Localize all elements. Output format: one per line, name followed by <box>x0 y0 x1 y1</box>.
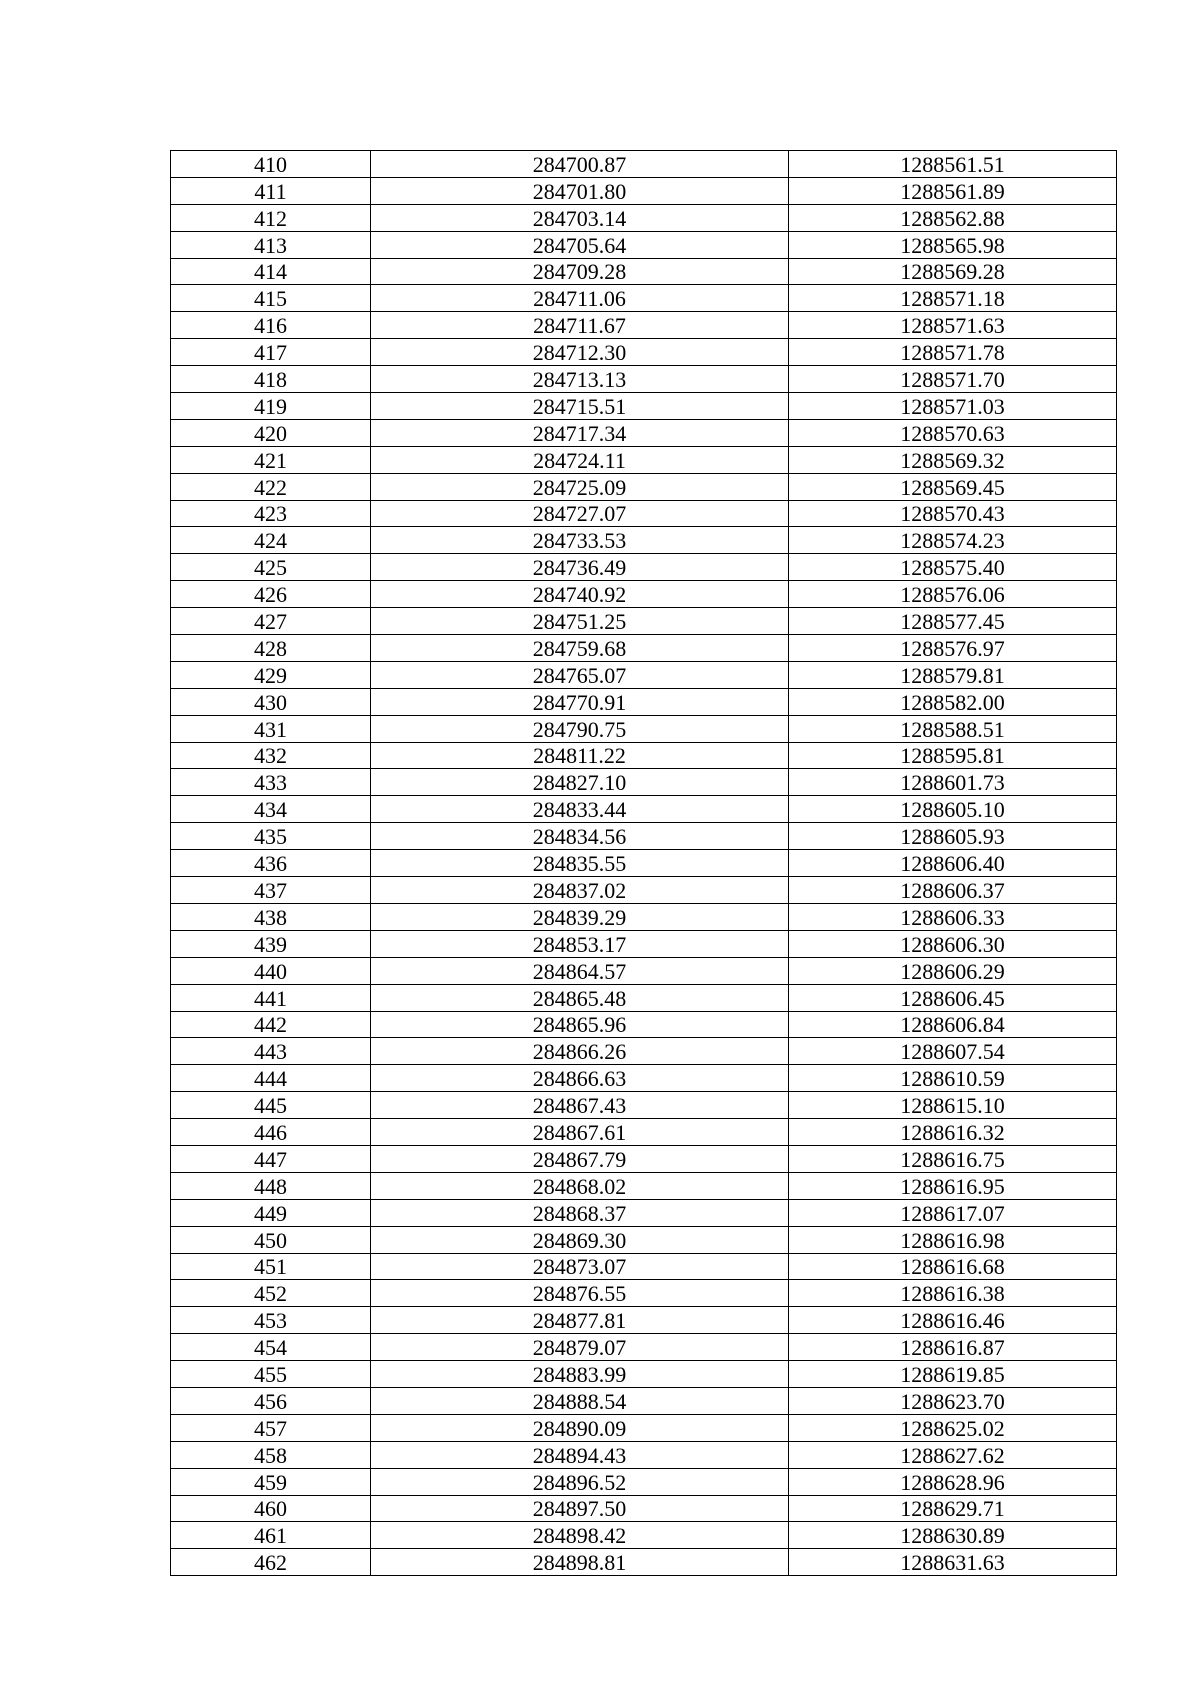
table-row <box>171 608 1117 635</box>
point-number-cell: 454 <box>171 1334 371 1361</box>
x-coordinate-cell: 284711.67 <box>371 312 789 339</box>
point-number-cell: 429 <box>171 661 371 688</box>
x-coordinate-cell: 284868.37 <box>371 1199 789 1226</box>
point-number-cell: 435 <box>171 823 371 850</box>
table-row <box>171 1441 1117 1468</box>
x-coordinate-cell: 284896.52 <box>371 1468 789 1495</box>
point-number-cell: 447 <box>171 1145 371 1172</box>
x-coordinate-cell: 284898.42 <box>371 1522 789 1549</box>
table-row <box>171 1011 1117 1038</box>
y-coordinate-cell: 1288571.03 <box>789 393 1117 420</box>
x-coordinate-cell: 284834.56 <box>371 823 789 850</box>
x-coordinate-cell: 284725.09 <box>371 473 789 500</box>
point-number-cell: 440 <box>171 957 371 984</box>
table-row <box>171 554 1117 581</box>
table-row <box>171 527 1117 554</box>
y-coordinate-cell: 1288569.28 <box>789 258 1117 285</box>
point-number-cell: 421 <box>171 446 371 473</box>
x-coordinate-cell: 284709.28 <box>371 258 789 285</box>
point-number-cell: 431 <box>171 715 371 742</box>
point-number-cell: 428 <box>171 635 371 662</box>
point-number-cell: 444 <box>171 1065 371 1092</box>
y-coordinate-cell: 1288561.89 <box>789 177 1117 204</box>
point-number-cell: 432 <box>171 742 371 769</box>
y-coordinate-cell: 1288606.33 <box>789 903 1117 930</box>
x-coordinate-cell: 284897.50 <box>371 1495 789 1522</box>
table-row <box>171 339 1117 366</box>
point-number-cell: 425 <box>171 554 371 581</box>
table-row <box>171 1522 1117 1549</box>
point-number-cell: 410 <box>171 151 371 178</box>
table-row <box>171 231 1117 258</box>
table-row <box>171 177 1117 204</box>
table-row <box>171 1199 1117 1226</box>
y-coordinate-cell: 1288616.46 <box>789 1307 1117 1334</box>
point-number-cell: 414 <box>171 258 371 285</box>
table-row <box>171 1172 1117 1199</box>
x-coordinate-cell: 284751.25 <box>371 608 789 635</box>
y-coordinate-cell: 1288605.93 <box>789 823 1117 850</box>
y-coordinate-cell: 1288606.29 <box>789 957 1117 984</box>
y-coordinate-cell: 1288576.06 <box>789 581 1117 608</box>
x-coordinate-cell: 284835.55 <box>371 850 789 877</box>
y-coordinate-cell: 1288616.98 <box>789 1226 1117 1253</box>
y-coordinate-cell: 1288631.63 <box>789 1549 1117 1576</box>
coordinates-table <box>170 150 1117 1576</box>
point-number-cell: 448 <box>171 1172 371 1199</box>
x-coordinate-cell: 284724.11 <box>371 446 789 473</box>
point-number-cell: 433 <box>171 769 371 796</box>
y-coordinate-cell: 1288629.71 <box>789 1495 1117 1522</box>
y-coordinate-cell: 1288570.63 <box>789 419 1117 446</box>
x-coordinate-cell: 284790.75 <box>371 715 789 742</box>
x-coordinate-cell: 284890.09 <box>371 1414 789 1441</box>
table-row <box>171 204 1117 231</box>
point-number-cell: 462 <box>171 1549 371 1576</box>
y-coordinate-cell: 1288571.78 <box>789 339 1117 366</box>
table-row <box>171 1119 1117 1146</box>
x-coordinate-cell: 284759.68 <box>371 635 789 662</box>
point-number-cell: 452 <box>171 1280 371 1307</box>
y-coordinate-cell: 1288588.51 <box>789 715 1117 742</box>
table-row <box>171 930 1117 957</box>
table-row <box>171 957 1117 984</box>
y-coordinate-cell: 1288562.88 <box>789 204 1117 231</box>
y-coordinate-cell: 1288605.10 <box>789 796 1117 823</box>
x-coordinate-cell: 284866.63 <box>371 1065 789 1092</box>
table-row <box>171 1280 1117 1307</box>
table-row <box>171 635 1117 662</box>
x-coordinate-cell: 284833.44 <box>371 796 789 823</box>
x-coordinate-cell: 284868.02 <box>371 1172 789 1199</box>
table-row <box>171 1092 1117 1119</box>
y-coordinate-cell: 1288616.75 <box>789 1145 1117 1172</box>
table-row <box>171 1038 1117 1065</box>
point-number-cell: 439 <box>171 930 371 957</box>
y-coordinate-cell: 1288616.87 <box>789 1334 1117 1361</box>
x-coordinate-cell: 284877.81 <box>371 1307 789 1334</box>
y-coordinate-cell: 1288630.89 <box>789 1522 1117 1549</box>
point-number-cell: 445 <box>171 1092 371 1119</box>
table-row <box>171 1495 1117 1522</box>
table-row <box>171 1468 1117 1495</box>
x-coordinate-cell: 284865.48 <box>371 984 789 1011</box>
y-coordinate-cell: 1288577.45 <box>789 608 1117 635</box>
x-coordinate-cell: 284879.07 <box>371 1334 789 1361</box>
table-row <box>171 903 1117 930</box>
y-coordinate-cell: 1288571.18 <box>789 285 1117 312</box>
table-row <box>171 877 1117 904</box>
point-number-cell: 419 <box>171 393 371 420</box>
y-coordinate-cell: 1288619.85 <box>789 1361 1117 1388</box>
y-coordinate-cell: 1288607.54 <box>789 1038 1117 1065</box>
point-number-cell: 453 <box>171 1307 371 1334</box>
x-coordinate-cell: 284898.81 <box>371 1549 789 1576</box>
x-coordinate-cell: 284705.64 <box>371 231 789 258</box>
y-coordinate-cell: 1288616.32 <box>789 1119 1117 1146</box>
x-coordinate-cell: 284865.96 <box>371 1011 789 1038</box>
x-coordinate-cell: 284701.80 <box>371 177 789 204</box>
point-number-cell: 434 <box>171 796 371 823</box>
point-number-cell: 460 <box>171 1495 371 1522</box>
table-row <box>171 1549 1117 1576</box>
table-row <box>171 393 1117 420</box>
y-coordinate-cell: 1288617.07 <box>789 1199 1117 1226</box>
table-row <box>171 151 1117 178</box>
point-number-cell: 411 <box>171 177 371 204</box>
y-coordinate-cell: 1288569.32 <box>789 446 1117 473</box>
x-coordinate-cell: 284700.87 <box>371 151 789 178</box>
y-coordinate-cell: 1288606.40 <box>789 850 1117 877</box>
table-row <box>171 715 1117 742</box>
point-number-cell: 436 <box>171 850 371 877</box>
x-coordinate-cell: 284837.02 <box>371 877 789 904</box>
y-coordinate-cell: 1288606.45 <box>789 984 1117 1011</box>
x-coordinate-cell: 284740.92 <box>371 581 789 608</box>
table-row <box>171 473 1117 500</box>
point-number-cell: 451 <box>171 1253 371 1280</box>
table-row <box>171 984 1117 1011</box>
point-number-cell: 417 <box>171 339 371 366</box>
point-number-cell: 450 <box>171 1226 371 1253</box>
point-number-cell: 422 <box>171 473 371 500</box>
y-coordinate-cell: 1288579.81 <box>789 661 1117 688</box>
y-coordinate-cell: 1288595.81 <box>789 742 1117 769</box>
table-row <box>171 688 1117 715</box>
y-coordinate-cell: 1288570.43 <box>789 500 1117 527</box>
y-coordinate-cell: 1288571.70 <box>789 366 1117 393</box>
point-number-cell: 449 <box>171 1199 371 1226</box>
table-row <box>171 312 1117 339</box>
point-number-cell: 430 <box>171 688 371 715</box>
x-coordinate-cell: 284765.07 <box>371 661 789 688</box>
y-coordinate-cell: 1288606.37 <box>789 877 1117 904</box>
x-coordinate-cell: 284811.22 <box>371 742 789 769</box>
x-coordinate-cell: 284869.30 <box>371 1226 789 1253</box>
table-row <box>171 500 1117 527</box>
table-row <box>171 742 1117 769</box>
y-coordinate-cell: 1288575.40 <box>789 554 1117 581</box>
y-coordinate-cell: 1288565.98 <box>789 231 1117 258</box>
table-row <box>171 419 1117 446</box>
x-coordinate-cell: 284867.79 <box>371 1145 789 1172</box>
point-number-cell: 424 <box>171 527 371 554</box>
x-coordinate-cell: 284853.17 <box>371 930 789 957</box>
y-coordinate-cell: 1288616.38 <box>789 1280 1117 1307</box>
table-row <box>171 796 1117 823</box>
table-row <box>171 661 1117 688</box>
x-coordinate-cell: 284727.07 <box>371 500 789 527</box>
x-coordinate-cell: 284883.99 <box>371 1361 789 1388</box>
point-number-cell: 456 <box>171 1387 371 1414</box>
point-number-cell: 418 <box>171 366 371 393</box>
y-coordinate-cell: 1288615.10 <box>789 1092 1117 1119</box>
point-number-cell: 442 <box>171 1011 371 1038</box>
point-number-cell: 458 <box>171 1441 371 1468</box>
point-number-cell: 437 <box>171 877 371 904</box>
table-row <box>171 1361 1117 1388</box>
y-coordinate-cell: 1288574.23 <box>789 527 1117 554</box>
table-row <box>171 1387 1117 1414</box>
x-coordinate-cell: 284712.30 <box>371 339 789 366</box>
table-row <box>171 1065 1117 1092</box>
x-coordinate-cell: 284717.34 <box>371 419 789 446</box>
x-coordinate-cell: 284736.49 <box>371 554 789 581</box>
table-row <box>171 823 1117 850</box>
table-row <box>171 850 1117 877</box>
x-coordinate-cell: 284866.26 <box>371 1038 789 1065</box>
x-coordinate-cell: 284839.29 <box>371 903 789 930</box>
y-coordinate-cell: 1288616.68 <box>789 1253 1117 1280</box>
y-coordinate-cell: 1288606.30 <box>789 930 1117 957</box>
x-coordinate-cell: 284703.14 <box>371 204 789 231</box>
point-number-cell: 443 <box>171 1038 371 1065</box>
point-number-cell: 426 <box>171 581 371 608</box>
table-row <box>171 1307 1117 1334</box>
x-coordinate-cell: 284770.91 <box>371 688 789 715</box>
y-coordinate-cell: 1288582.00 <box>789 688 1117 715</box>
point-number-cell: 416 <box>171 312 371 339</box>
table-row <box>171 1226 1117 1253</box>
table-row <box>171 581 1117 608</box>
point-number-cell: 427 <box>171 608 371 635</box>
point-number-cell: 412 <box>171 204 371 231</box>
point-number-cell: 457 <box>171 1414 371 1441</box>
point-number-cell: 420 <box>171 419 371 446</box>
point-number-cell: 459 <box>171 1468 371 1495</box>
x-coordinate-cell: 284715.51 <box>371 393 789 420</box>
y-coordinate-cell: 1288561.51 <box>789 151 1117 178</box>
y-coordinate-cell: 1288616.95 <box>789 1172 1117 1199</box>
x-coordinate-cell: 284713.13 <box>371 366 789 393</box>
x-coordinate-cell: 284711.06 <box>371 285 789 312</box>
y-coordinate-cell: 1288606.84 <box>789 1011 1117 1038</box>
point-number-cell: 461 <box>171 1522 371 1549</box>
table-row <box>171 1253 1117 1280</box>
point-number-cell: 455 <box>171 1361 371 1388</box>
x-coordinate-cell: 284867.43 <box>371 1092 789 1119</box>
x-coordinate-cell: 284827.10 <box>371 769 789 796</box>
y-coordinate-cell: 1288627.62 <box>789 1441 1117 1468</box>
table-row <box>171 446 1117 473</box>
table-row <box>171 258 1117 285</box>
x-coordinate-cell: 284876.55 <box>371 1280 789 1307</box>
coordinates-table-body <box>171 151 1117 1576</box>
point-number-cell: 413 <box>171 231 371 258</box>
y-coordinate-cell: 1288623.70 <box>789 1387 1117 1414</box>
x-coordinate-cell: 284873.07 <box>371 1253 789 1280</box>
y-coordinate-cell: 1288576.97 <box>789 635 1117 662</box>
x-coordinate-cell: 284864.57 <box>371 957 789 984</box>
y-coordinate-cell: 1288628.96 <box>789 1468 1117 1495</box>
y-coordinate-cell: 1288569.45 <box>789 473 1117 500</box>
x-coordinate-cell: 284733.53 <box>371 527 789 554</box>
y-coordinate-cell: 1288601.73 <box>789 769 1117 796</box>
x-coordinate-cell: 284888.54 <box>371 1387 789 1414</box>
point-number-cell: 446 <box>171 1119 371 1146</box>
y-coordinate-cell: 1288625.02 <box>789 1414 1117 1441</box>
y-coordinate-cell: 1288610.59 <box>789 1065 1117 1092</box>
point-number-cell: 423 <box>171 500 371 527</box>
table-row <box>171 1414 1117 1441</box>
table-row <box>171 1334 1117 1361</box>
table-row <box>171 769 1117 796</box>
table-row <box>171 1145 1117 1172</box>
y-coordinate-cell: 1288571.63 <box>789 312 1117 339</box>
x-coordinate-cell: 284894.43 <box>371 1441 789 1468</box>
point-number-cell: 415 <box>171 285 371 312</box>
table-row <box>171 366 1117 393</box>
x-coordinate-cell: 284867.61 <box>371 1119 789 1146</box>
point-number-cell: 438 <box>171 903 371 930</box>
table-row <box>171 285 1117 312</box>
point-number-cell: 441 <box>171 984 371 1011</box>
